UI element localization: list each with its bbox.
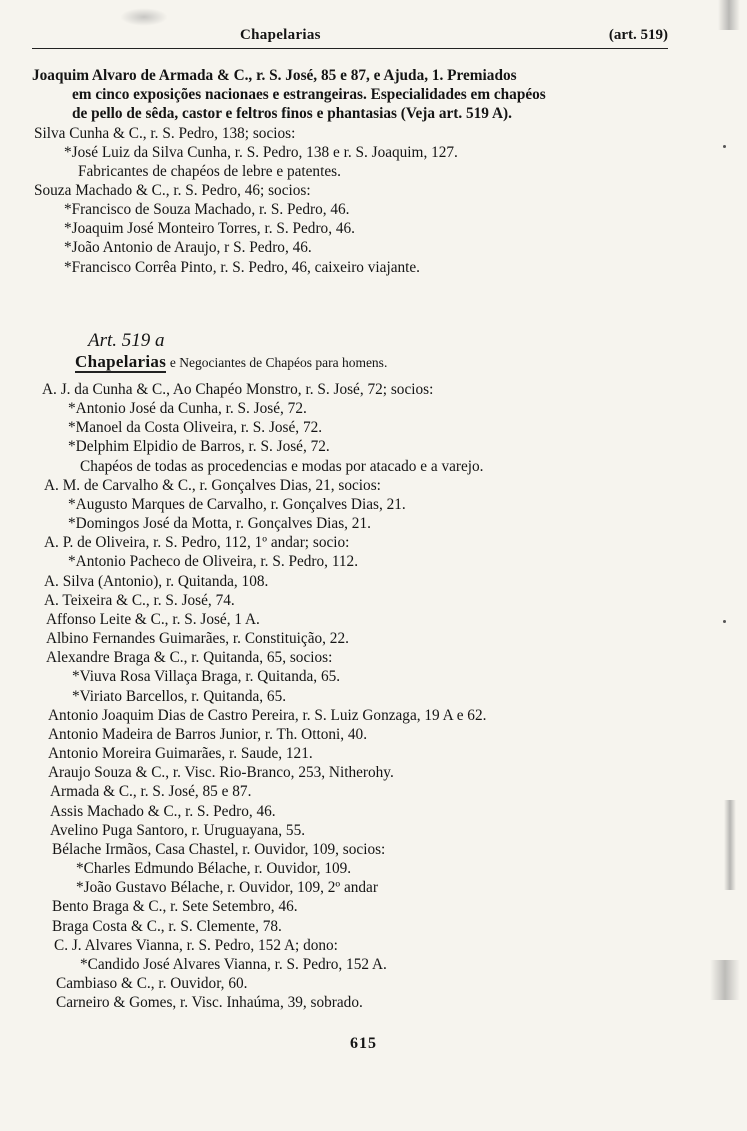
listing-line: *Augusto Marques de Carvalho, r. Gonçalves Dias, 21. bbox=[68, 496, 406, 513]
section-title: Chapelarias bbox=[75, 352, 167, 371]
listing-line: *João Antonio de Araujo, r S. Pedro, 46. bbox=[64, 239, 312, 256]
listing-line: Silva Cunha & C., r. S. Pedro, 138; socios: bbox=[34, 125, 296, 142]
listing-line: A. Teixeira & C., r. S. José, 74. bbox=[44, 592, 235, 609]
listing-line: *Charles Edmundo Bélache, r. Ouvidor, 109. bbox=[76, 860, 352, 877]
listing-line: *Antonio Pacheco de Oliveira, r. S. Pedro, 112. bbox=[68, 553, 359, 570]
listing-line: Affonso Leite & C., r. S. José, 1 A. bbox=[46, 611, 260, 628]
listing-line: *Candido José Alvares Vianna, r. S. Pedro, 152 A. bbox=[80, 956, 387, 973]
section-article: Art. 519 a bbox=[88, 330, 165, 351]
scan-artifact bbox=[710, 960, 740, 1000]
scan-artifact bbox=[120, 8, 168, 26]
listing-line: A. M. de Carvalho & C., r. Gonçalves Dias, 21, socios: bbox=[44, 477, 381, 494]
listing-line: Assis Machado & C., r. S. Pedro, 46. bbox=[50, 803, 276, 820]
listing-line: C. J. Alvares Vianna, r. S. Pedro, 152 A; dono: bbox=[54, 937, 338, 954]
listing-line: Cambiaso & C., r. Ouvidor, 60. bbox=[56, 975, 248, 992]
listing-line: Avelino Puga Santoro, r. Uruguayana, 55. bbox=[50, 822, 306, 839]
listing-line: de pello de sêda, castor e feltros finos e phantasias (Veja art. 519 A). bbox=[72, 105, 512, 122]
listing-line: *Joaquim José Monteiro Torres, r. S. Pedro, 46. bbox=[64, 220, 355, 237]
listing-line: Joaquim Alvaro de Armada & C., r. S. José, 85 e 87, e Ajuda, 1. Premiados bbox=[32, 67, 517, 84]
listing-line: Bento Braga & C., r. Sete Setembro, 46. bbox=[52, 898, 298, 915]
listing-line: A. J. da Cunha & C., Ao Chapéo Monstro, r. S. José, 72; socios: bbox=[42, 381, 434, 398]
listing-line: em cinco exposições nacionaes e estrangeiras. Especialidades em chapéos bbox=[72, 86, 546, 103]
listing-line: Antonio Madeira de Barros Junior, r. Th. Ottoni, 40. bbox=[48, 726, 368, 743]
scan-artifact bbox=[723, 620, 726, 623]
listing-line: *José Luiz da Silva Cunha, r. S. Pedro, 138 e r. S. Joaquim, 127. bbox=[64, 144, 458, 161]
listing-line: *Domingos José da Motta, r. Gonçalves Dias, 21. bbox=[68, 515, 371, 532]
listing-line: Chapéos de todas as procedencias e modas por atacado e a varejo. bbox=[80, 458, 484, 475]
running-article: (art. 519) bbox=[608, 27, 668, 43]
scan-artifact bbox=[724, 800, 736, 890]
listing-line: Antonio Joaquim Dias de Castro Pereira, r. S. Luiz Gonzaga, 19 A e 62. bbox=[48, 707, 487, 724]
listing-line: *Antonio José da Cunha, r. S. José, 72. bbox=[68, 400, 307, 417]
listing-line: *Viuva Rosa Villaça Braga, r. Quitanda, 65. bbox=[72, 668, 341, 685]
listing-line: Bélache Irmãos, Casa Chastel, r. Ouvidor, 109, socios: bbox=[52, 841, 386, 858]
listing-line: Albino Fernandes Guimarães, r. Constituição, 22. bbox=[46, 630, 349, 647]
scan-artifact bbox=[718, 0, 740, 30]
listing-line: Armada & C., r. S. José, 85 e 87. bbox=[50, 783, 252, 800]
listing-line: Souza Machado & C., r. S. Pedro, 46; socios: bbox=[34, 182, 311, 199]
listing-line: *Francisco de Souza Machado, r. S. Pedro, 46. bbox=[64, 201, 350, 218]
section-heading bbox=[75, 352, 387, 372]
listing-line: *Viriato Barcellos, r. Quitanda, 65. bbox=[72, 688, 287, 705]
listing-line: A. Silva (Antonio), r. Quitanda, 108. bbox=[44, 573, 269, 590]
running-title: Chapelarias bbox=[240, 27, 321, 43]
listing-line: Alexandre Braga & C., r. Quitanda, 65, socios: bbox=[46, 649, 333, 666]
listing-line: Fabricantes de chapéos de lebre e patentes. bbox=[78, 163, 341, 180]
listing-line: *João Gustavo Bélache, r. Ouvidor, 109, 2º andar bbox=[76, 879, 378, 896]
listing-line: Antonio Moreira Guimarães, r. Saude, 121. bbox=[48, 745, 313, 762]
page-header bbox=[32, 24, 668, 48]
listing-line: A. P. de Oliveira, r. S. Pedro, 112, 1º andar; socio: bbox=[44, 534, 350, 551]
page-number: 615 bbox=[350, 1035, 377, 1052]
listing-line: Araujo Souza & C., r. Visc. Rio-Branco, 253, Nitherohy. bbox=[48, 764, 394, 781]
listing-line: *Manoel da Costa Oliveira, r. S. José, 72. bbox=[68, 419, 323, 436]
listing-line: *Delphim Elpidio de Barros, r. S. José, 72. bbox=[68, 438, 330, 455]
listing-line: Braga Costa & C., r. S. Clemente, 78. bbox=[52, 918, 282, 935]
section-subtitle: e Negociantes de Chapéos para homens. bbox=[169, 355, 388, 370]
scan-artifact bbox=[723, 145, 726, 148]
listing-line: Carneiro & Gomes, r. Visc. Inhaúma, 39, sobrado. bbox=[56, 994, 363, 1011]
header-rule bbox=[32, 48, 668, 49]
listing-line: *Francisco Corrêa Pinto, r. S. Pedro, 46, caixeiro viajante. bbox=[64, 259, 420, 276]
